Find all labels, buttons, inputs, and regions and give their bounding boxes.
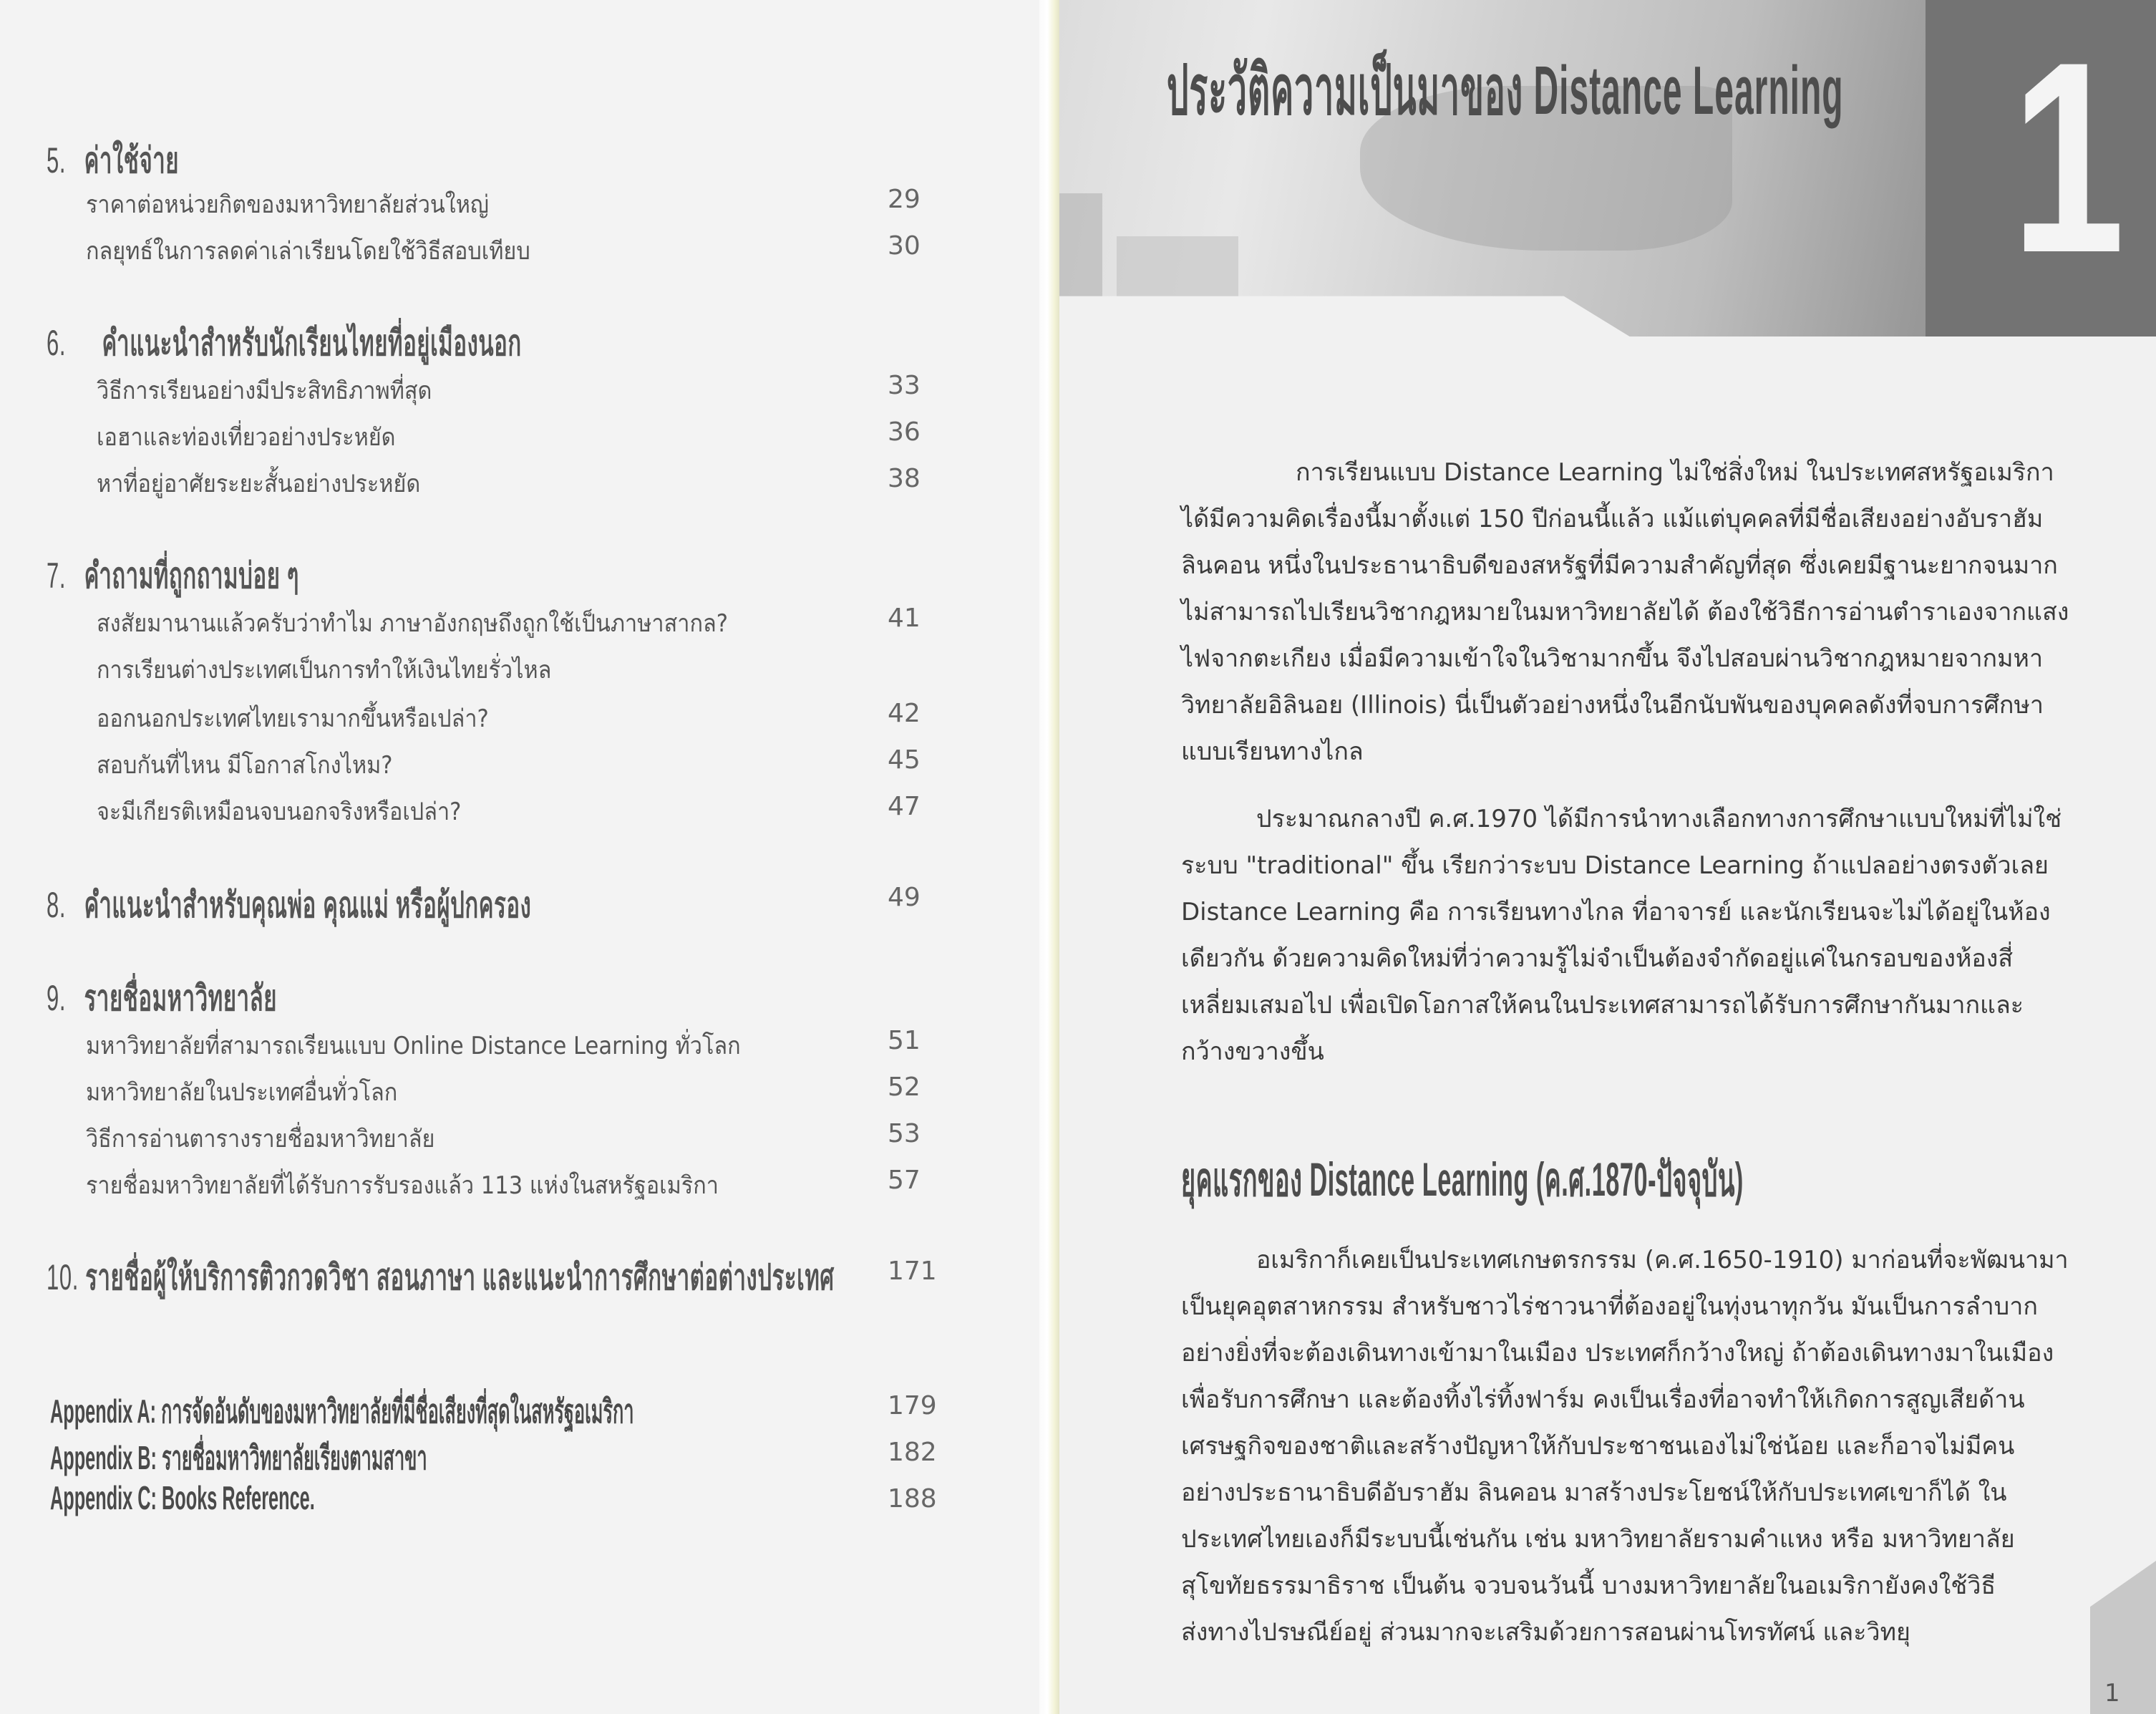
toc-page-number: 45: [888, 745, 921, 775]
page-number: 1: [2104, 1679, 2120, 1708]
toc-section-7-heading[interactable]: [47, 548, 299, 604]
toc-section-6-heading[interactable]: [47, 315, 522, 372]
toc-appendix-b[interactable]: Appendix B: รายชื่อมหาวิทยาลัยเรียงตามสาขา: [50, 1439, 427, 1476]
toc-item[interactable]: สอบกันที่ไหน มีโอกาสโกงไหม?: [97, 751, 393, 780]
toc-section-5-heading[interactable]: [47, 132, 179, 189]
toc-item[interactable]: มหาวิทยาลัยที่สามารถเรียนแบบ Online Distance Learning ทั่วโลก: [86, 1032, 741, 1060]
body-paragraph-3: [1181, 1237, 2069, 1656]
paragraph-line: ไม่สามารถไปเรียนวิชากฎหมายในมหาวิทยาลัยได้ ต้องใช้วิธีการอ่านตำราเองจากแสง: [1181, 598, 2069, 626]
paragraph-line: วิทยาลัยอิลินอย (Illinois) นี่เป็นตัวอย่างหนึ่งในอีกนับพันของบุคคลดังที่จบการศึกษา: [1181, 691, 2044, 720]
paragraph-line: ประมาณกลางปี ค.ศ.1970 ได้มีการนำทางเลือกทางการศึกษาแบบใหม่ที่ไม่ใช่: [1256, 805, 2062, 833]
paragraph-line: แบบเรียนทางไกล: [1181, 737, 1364, 766]
toc-section-number: 6.: [47, 323, 67, 363]
paragraph-line: เหลี่ยมเสมอไป เพื่อเปิดโอกาสให้คนในประเทศสามารถได้รับการศึกษากันมากและ: [1181, 991, 2024, 1020]
toc-item[interactable]: วิธีการอ่านตารางรายชื่อมหาวิทยาลัย: [86, 1125, 435, 1153]
right-page-chapter: [1059, 0, 2156, 1714]
chapter-title: ประวัติความเป็นมาของ Distance Learning: [1167, 52, 1844, 129]
paragraph-line: อย่างประธานาธิบดีอับราฮัม ลินคอน มาสร้างประโยชน์ให้กับประเทศเขาก็ได้ ใน: [1181, 1478, 2007, 1507]
toc-page-number: 57: [888, 1166, 921, 1195]
toc-item[interactable]: สงสัยมานานแล้วครับว่าทำไม ภาษาอังกฤษถึงถูกใช้เป็นภาษาสากล?: [97, 609, 728, 638]
toc-item[interactable]: ราคาต่อหน่วยกิตของมหาวิทยาลัยส่วนใหญ่: [86, 190, 489, 219]
toc-page-number: 49: [888, 883, 921, 912]
toc-section-9-heading[interactable]: [47, 970, 277, 1027]
book-gutter: [1039, 0, 1059, 1714]
toc-page-number: 36: [888, 417, 921, 447]
toc-page-number: 188: [888, 1484, 937, 1514]
paragraph-line: ระบบ "traditional" ขึ้น เรียกว่าระบบ Distance Learning ถ้าแปลอย่างตรงตัวเลย: [1181, 851, 2049, 880]
paragraph-line: เป็นยุคอุตสาหกรรม สำหรับชาวไร่ชาวนาที่ต้องอยู่ในทุ่งนาทุกวัน มันเป็นการลำบาก: [1181, 1292, 2038, 1321]
toc-section-number: 10.: [47, 1257, 79, 1297]
toc-section-10-heading[interactable]: [47, 1249, 835, 1306]
body-paragraph-2: [1181, 796, 2062, 1075]
toc-page-number: 52: [888, 1073, 921, 1102]
paragraph-line: ส่งทางไปรษณีย์อยู่ ส่วนมากจะเสริมด้วยการสอนผ่านโทรทัศน์ และวิทยุ: [1181, 1618, 1910, 1647]
toc-item[interactable]: วิธีการเรียนอย่างมีประสิทธิภาพที่สุด: [97, 377, 432, 405]
paragraph-line: กว้างขวางขึ้น: [1181, 1037, 1324, 1066]
paragraph-line: ได้มีความคิดเรื่องนี้มาตั้งแต่ 150 ปีก่อนนี้แล้ว แม้แต่บุคคลที่มีชื่อเสียงอย่างอับราฮัม: [1181, 505, 2044, 533]
paragraph-line: เศรษฐกิจของชาติและสร้างปัญหาให้กับประชาชนเองไม่ใช่น้อย และก็อาจไม่มีคน: [1181, 1432, 2015, 1461]
left-page-table-of-contents: [0, 0, 1039, 1714]
toc-item[interactable]: เอฮาและท่องเที่ยวอย่างประหยัด: [97, 423, 396, 452]
paragraph-line: เดียวกัน ด้วยความคิดใหม่ที่ว่าความรู้ไม่จำเป็นต้องจำกัดอยู่แค่ในกรอบของห้องสี่: [1181, 944, 2014, 973]
toc-section-title: คำแนะนำสำหรับคุณพ่อ คุณแม่ หรือผู้ปกครอง: [84, 885, 532, 925]
body-paragraph-1: [1181, 450, 2069, 775]
toc-page-number: 29: [888, 185, 921, 214]
toc-appendix-a[interactable]: Appendix A: การจัดอันดับของมหาวิทยาลัยที่มีชื่อเสียงที่สุดในสหรัฐอเมริกา: [50, 1393, 634, 1430]
toc-item[interactable]: หาที่อยู่อาศัยระยะสั้นอย่างประหยัด: [97, 470, 421, 498]
toc-page-number: 53: [888, 1119, 921, 1148]
paragraph-line: ลินคอน หนึ่งในประธานาธิบดีของสหรัฐที่มีความสำคัญที่สุด ซึ่งเคยมีฐานะยากจนมาก: [1181, 551, 2058, 580]
toc-item[interactable]: ออกนอกประเทศไทยเรามากขึ้นหรือเปล่า?: [97, 705, 489, 733]
toc-page-number: 42: [888, 699, 921, 728]
toc-page-number: 47: [888, 792, 921, 821]
toc-page-number: 33: [888, 371, 921, 400]
toc-item[interactable]: จะมีเกียรติเหมือนจบนอกจริงหรือเปล่า?: [97, 798, 462, 826]
paragraph-line: สุโขทัยธรรมาธิราช เป็นต้น จวบจนวันนี้ บางมหาวิทยาลัยในอเมริกายังคงใช้วิธี: [1181, 1572, 1996, 1600]
toc-section-number: 8.: [47, 885, 67, 925]
paragraph-line: การเรียนแบบ Distance Learning ไม่ใช่สิ่งใหม่ ในประเทศสหรัฐอเมริกา: [1296, 458, 2054, 487]
paragraph-line: เพื่อรับการศึกษา และต้องทิ้งไร่ทิ้งฟาร์ม คงเป็นเรื่องที่อาจทำให้เกิดการสูญเสียด้าน: [1181, 1385, 2025, 1414]
toc-page-number: 51: [888, 1026, 921, 1055]
toc-item[interactable]: กลยุทธ์ในการลดค่าเล่าเรียนโดยใช้วิธีสอบเทียบ: [86, 237, 530, 266]
toc-page-number: 41: [888, 604, 921, 633]
toc-page-number: 182: [888, 1438, 937, 1467]
toc-section-title: ค่าใช้จ่าย: [84, 140, 180, 180]
toc-section-title: รายชื่อผู้ให้บริการติวกวดวิชา สอนภาษา และแนะนำการศึกษาต่อต่างประเทศ: [85, 1257, 835, 1297]
toc-item[interactable]: มหาวิทยาลัยในประเทศอื่นทั่วโลก: [86, 1078, 398, 1107]
paragraph-line: อเมริกาก็เคยเป็นประเทศเกษตรกรรม (ค.ศ.1650-1910) มาก่อนที่จะพัฒนามา: [1256, 1246, 2069, 1274]
toc-section-title: คำถามที่ถูกถามบ่อย ๆ: [84, 556, 300, 596]
toc-page-number: 179: [888, 1391, 937, 1420]
header-decorative-shape: [1117, 236, 1238, 329]
toc-section-number: 5.: [47, 140, 67, 180]
paragraph-line: อย่างยิ่งที่จะต้องเดินทางเข้ามาในเมือง ประเทศก็กว้างใหญ่ ถ้าต้องเดินทางมาในเมือง: [1181, 1339, 2054, 1367]
paragraph-line: Distance Learning คือ การเรียนทางไกล ที่อาจารย์ และนักเรียนจะไม่ได้อยู่ในห้อง: [1181, 898, 2051, 926]
section-heading: ยุคแรกของ Distance Learning (ค.ศ.1870-ปัจจุบัน): [1181, 1153, 1744, 1206]
page-corner-tab: [2090, 1561, 2156, 1714]
toc-item[interactable]: การเรียนต่างประเทศเป็นการทำให้เงินไทยรั่วไหล: [97, 656, 552, 684]
toc-section-title: รายชื่อมหาวิทยาลัย: [84, 978, 278, 1018]
toc-section-title: คำแนะนำสำหรับนักเรียนไทยที่อยู่เมืองนอก: [102, 323, 522, 363]
toc-page-number: 171: [888, 1257, 937, 1286]
toc-section-number: 7.: [47, 556, 67, 596]
chapter-number: 1: [2011, 5, 2125, 309]
paragraph-line: ไฟจากตะเกียง เมื่อมีความเข้าใจในวิชามากขึ้น จึงไปสอบผ่านวิชากฎหมายจากมหา: [1181, 644, 2044, 673]
toc-section-8-heading[interactable]: [47, 877, 531, 934]
toc-page-number: 30: [888, 231, 921, 261]
toc-page-number: 38: [888, 464, 921, 493]
toc-section-number: 9.: [47, 978, 67, 1018]
header-decorative-shape: [1059, 193, 1102, 301]
toc-appendix-c[interactable]: Appendix C: Books Reference.: [50, 1479, 315, 1516]
paragraph-line: ประเทศไทยเองก็มีระบบนี้เช่นกัน เช่น มหาวิทยาลัยรามคำแหง หรือ มหาวิทยาลัย: [1181, 1525, 2015, 1554]
toc-item[interactable]: รายชื่อมหาวิทยาลัยที่ได้รับการรับรองแล้ว 113 แห่งในสหรัฐอเมริกา: [86, 1171, 719, 1200]
